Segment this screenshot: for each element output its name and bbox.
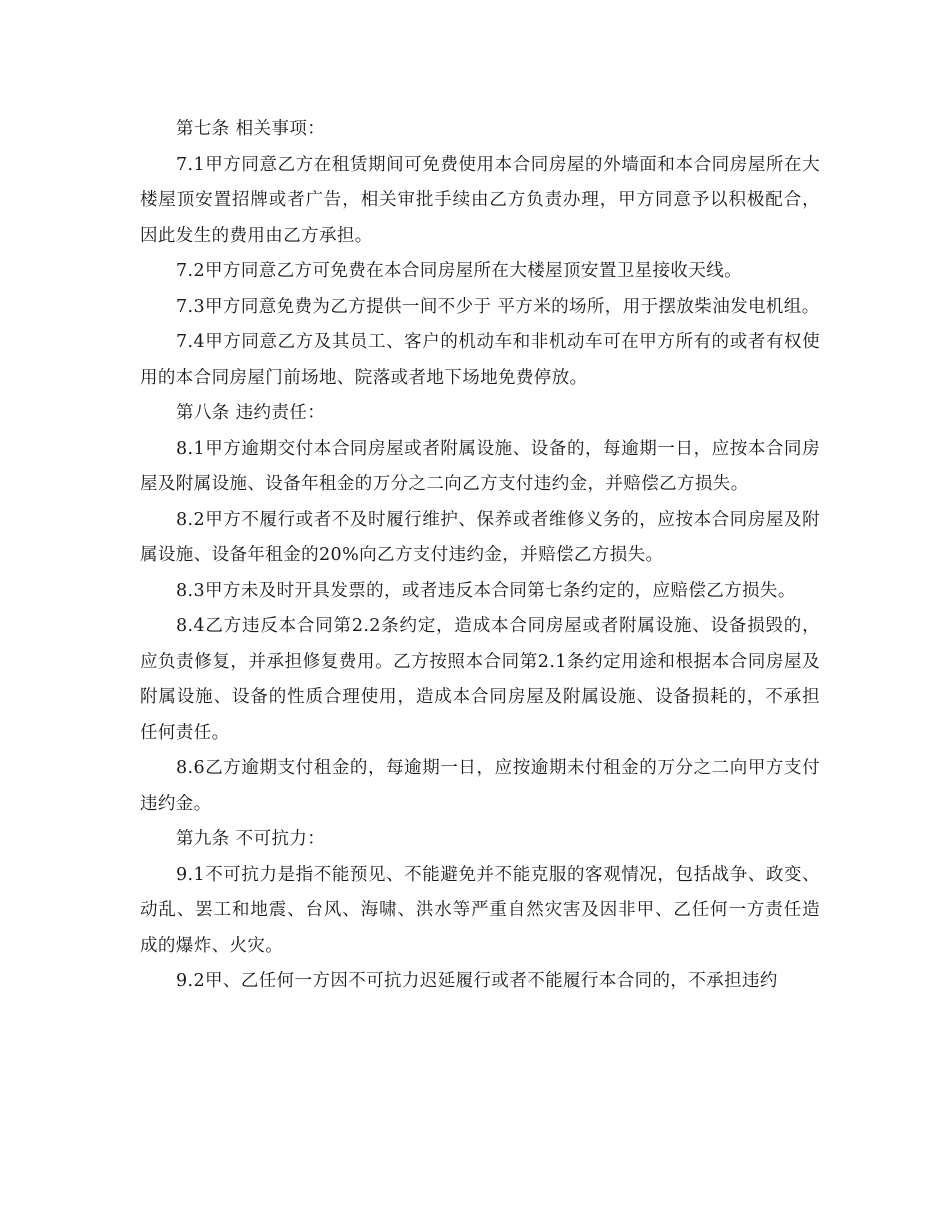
section-heading-9: 第九条 不可抗力：	[176, 829, 326, 849]
clause-8-6: 8.6乙方逾期支付租金的，每逾期一日，应按逾期未付租金的万分之二向甲方支付违约金。	[140, 758, 820, 814]
clause-7-3: 7.3甲方同意免费为乙方提供一间不少于 平方米的场所，用于摆放柴油发电机组。	[176, 296, 820, 317]
clause-8-3: 8.3甲方未及时开具发票的，或者违反本合同第七条约定的，应赔偿乙方损失。	[176, 580, 796, 601]
document-body	[140, 112, 820, 1000]
clause-9-1: 9.1不可抗力是指不能预见、不能避免并不能克服的客观情况，包括战争、政变、动乱、罢工和地震、台风、海啸、洪水等严重自然灾害及因非甲、乙任何一方责任造成的爆炸、火灾。	[140, 864, 820, 956]
clause-7-2: 7.2甲方同意乙方可免费在本合同房屋所在大楼屋顶安置卫星接收天线。	[176, 261, 743, 281]
clause-8-2: 8.2甲方不履行或者不及时履行维护、保养或者维修义务的，应按本合同房屋及附属设施、设备年租金的20%向乙方支付违约金，并赔偿乙方损失。	[140, 509, 820, 565]
clause-7-4: 7.4甲方同意乙方及其员工、客户的机动车和非机动车可在甲方所有的或者有权使用的本合同房屋门前场地、院落或者地下场地免费停放。	[140, 332, 820, 388]
section-heading-8: 第八条 违约责任：	[176, 403, 326, 423]
section-heading-7: 第七条 相关事项：	[176, 119, 326, 139]
clause-7-1: 7.1甲方同意乙方在租赁期间可免费使用本合同房屋的外墙面和本合同房屋所在大楼屋顶安置招牌或者广告，相关审批手续由乙方负责办理，甲方同意予以积极配合，因此发生的费用由乙方承担。	[140, 154, 820, 246]
clause-8-1: 8.1甲方逾期交付本合同房屋或者附属设施、设备的，每逾期一日，应按本合同房屋及附属设施、设备年租金的万分之二向乙方支付违约金，并赔偿乙方损失。	[140, 438, 820, 494]
clause-9-2: 9.2甲、乙任何一方因不可抗力迟延履行或者不能履行本合同的，不承担违约	[176, 971, 778, 991]
clause-8-4: 8.4乙方违反本合同第2.2条约定，造成本合同房屋或者附属设施、设备损毁的，应负责修复，并承担修复费用。乙方按照本合同第2.1条约定用途和根据本合同房屋及附属设施、设备的性质合理使用，造成本合同房屋及附属设施、设备损耗的，不承担任何责任。	[140, 616, 820, 743]
